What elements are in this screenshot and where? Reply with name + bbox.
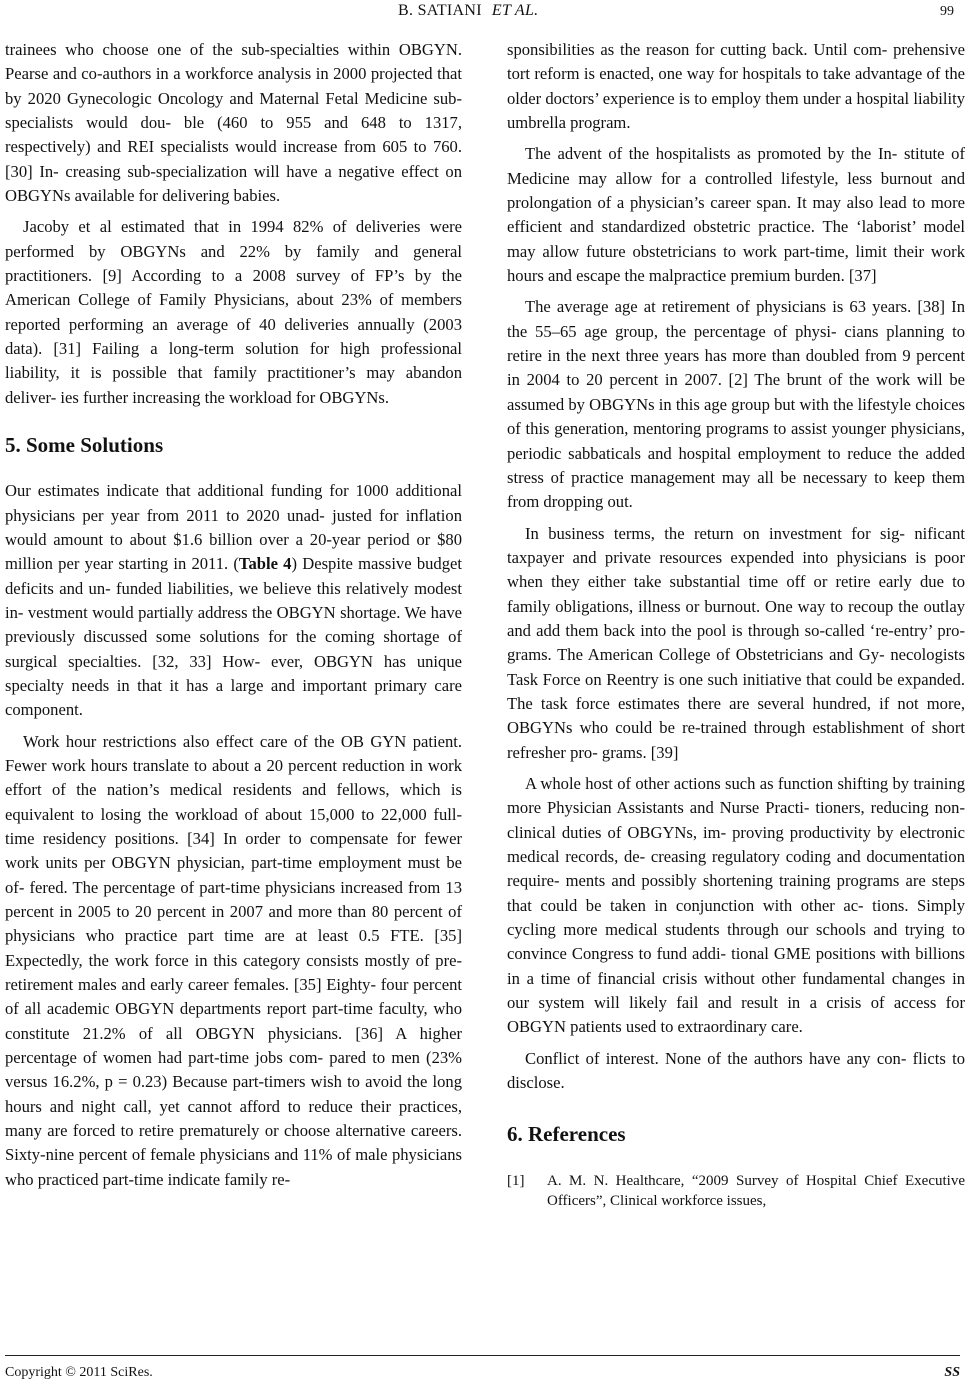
table-reference-link[interactable]: Table 4 xyxy=(238,554,292,574)
running-head-title xyxy=(398,2,538,20)
section-heading: 5. Some Solutions xyxy=(5,433,164,458)
right-column xyxy=(507,38,965,1211)
paragraph-text: ) Despite massive budget deficits and un- funded liabilities, we believe this relatively modest in- vestment would partially address the OBGYN shortage. We have previously discussed some solutions for the coming shortage of surgical specialties. [32, 33] How- ever, OBGYN has unique specialty needs in that it has a large and important primary care component. xyxy=(5,554,462,720)
running-head-author: B. SATIANI xyxy=(398,2,482,19)
paragraph: In business terms, the return on investment for sig- nificant taxpayer and private resources expended into physicians is poor when they either take substantial time off or retire early due to family obligations, illness or burnout. One way to recoup the outlay and add them back into the pool is through so-called ‘re-entry’ pro- grams. The American College of Obstetricians and Gy- necologists Task Force on Reentry is one such initiative that could be expanded. The task force estimates there are several hundred, if not more, OBGYNs who could be re-trained through establishment of short refresher pro- grams. [39] xyxy=(507,523,965,762)
copyright-notice: Copyright © 2011 SciRes. xyxy=(5,1365,153,1380)
paragraph: The average age at retirement of physicians is 63 years. [38] In the 55–65 age group, the percentage of physi- cians planning to retire in the next three years has more than doubled from 9 percent in 2004 to 20 percent in 2007. [2] The brunt of the work will be assumed by OBGYNs in this age group but with the lifestyle choices of this generation, mentoring programs to assist younger physicians, periodic sabbaticals and hospital employment to reduce the added stress of practice management may all be necessary to keep them from dropping out. xyxy=(507,297,965,512)
paragraph: Jacoby et al estimated that in 1994 82% of deliveries were performed by OBGYNs and 22% by family and general practitioners. [9] According to a 2008 survey of FP’s by the American College of Family Physicians, about 23% of members reported performing an average of 40 deliveries annually (2003 data). [31] Failing a long-term solution for high professional liability, it is possible that family practitioner’s may abandon deliver- ies further increasing the workload for OBGYNs. xyxy=(5,217,462,407)
references-heading: 6. References xyxy=(507,1122,626,1147)
running-head xyxy=(0,2,970,24)
reference-number: [1] xyxy=(507,1173,525,1190)
left-column xyxy=(5,38,462,1199)
paragraph: A whole host of other actions such as function shifting by training more Physician Assistants and Nurse Practi- tioners, reducing non-clinical duties of OBGYNs, im- proving productivity by electronic medical records, de- creasing regulatory coding and documentation require- ments and possibly shortening training programs are steps that could be taken in conjunction with other ac- tions. Simply cycling more medical students through our schools and trying to convince Congress to fund addi- tional GME positions with billions in a time of financial crisis without other fundamental changes in our system will likely fail and result in a crisis of access for OBGYN patients used to extraordinary care. xyxy=(507,773,965,1037)
reference-item xyxy=(507,1171,965,1211)
reference-text: A. M. N. Healthcare, “2009 Survey of Hospital Chief Executive Officers”, Clinical workforce issues, xyxy=(547,1173,965,1210)
paragraph: The advent of the hospitalists as promoted by the In- stitute of Medicine may allow for a controlled lifestyle, less burnout and prolongation of a physician’s career span. It may also lead to more efficient and standardized obstetric practice. The ‘laborist’ model may allow future obstetricians to work part-time, limit their work hours and escape the malpractice premium burden. [37] xyxy=(507,144,965,286)
paragraph: trainees who choose one of the sub-specialties within OBGYN. Pearse and co-authors in a workforce analysis in 2000 projected that by 2020 Gynecologic Oncology and Maternal Fetal Medicine sub-specialists would dou- ble (460 to 955 and 648 to 1317, respectively) and REI specialists would increase from 605 to 760. [30] In- creasing sub-specialization will have a negative effect on OBGYNs available for delivering babies. xyxy=(5,40,462,206)
paragraph: sponsibilities as the reason for cutting back. Until com- prehensive tort reform is enacted, one way for hospitals to take advantage of the older doctors’ experience is to employ them under a hospital liability umbrella program. xyxy=(507,40,965,133)
paragraph-text: Our estimates indicate that additional funding for 1000 additional physicians per year from 2011 to 2020 unad- justed for inflation would amount to about $1.6 billion over a 20-year period or $80 million per year starting in 2011. ( xyxy=(5,481,462,574)
journal-abbreviation: SS xyxy=(944,1365,960,1380)
running-head-et-al: ET AL. xyxy=(491,2,539,19)
page-footer xyxy=(5,1355,960,1378)
page-number: 99 xyxy=(940,4,954,19)
paragraph: Conflict of interest. None of the authors have any con- flicts to disclose. xyxy=(507,1048,965,1093)
paragraph: Work hour restrictions also effect care of the OB GYN patient. Fewer work hours translate to about a 20 percent reduction in work effort of the nation’s medical residents and fellows, which is equivalent to losing the workload of about 15,000 to 22,000 full-time residency positions. [34] In order to compensate for fewer work units per OBGYN physician, part-time employment must be of- fered. The percentage of part-time physicians increased from 13 percent in 2005 to 20 percent in 2007 and more than 80 percent of physicians who practice part time are at least 0.5 FTE. [35] Expectedly, the work force in this category consists mostly of pre-retirement males and early career females. [35] Eighty- four percent of all academic OBGYN departments report part-time faculty, who constitute 21.2% of all OBGYN physicians. [36] A higher percentage of women had part-time jobs com- pared to men (23% versus 16.2%, p = 0.23) Because part-timers wish to avoid the long hours and night call, yet cannot afford to reduce their practices, many are forced to retire prematurely or choose alternative careers. Sixty-nine percent of female physicians and 11% of male physicians who practiced part-time indicate family re- xyxy=(5,731,462,1189)
paragraph xyxy=(5,479,462,722)
